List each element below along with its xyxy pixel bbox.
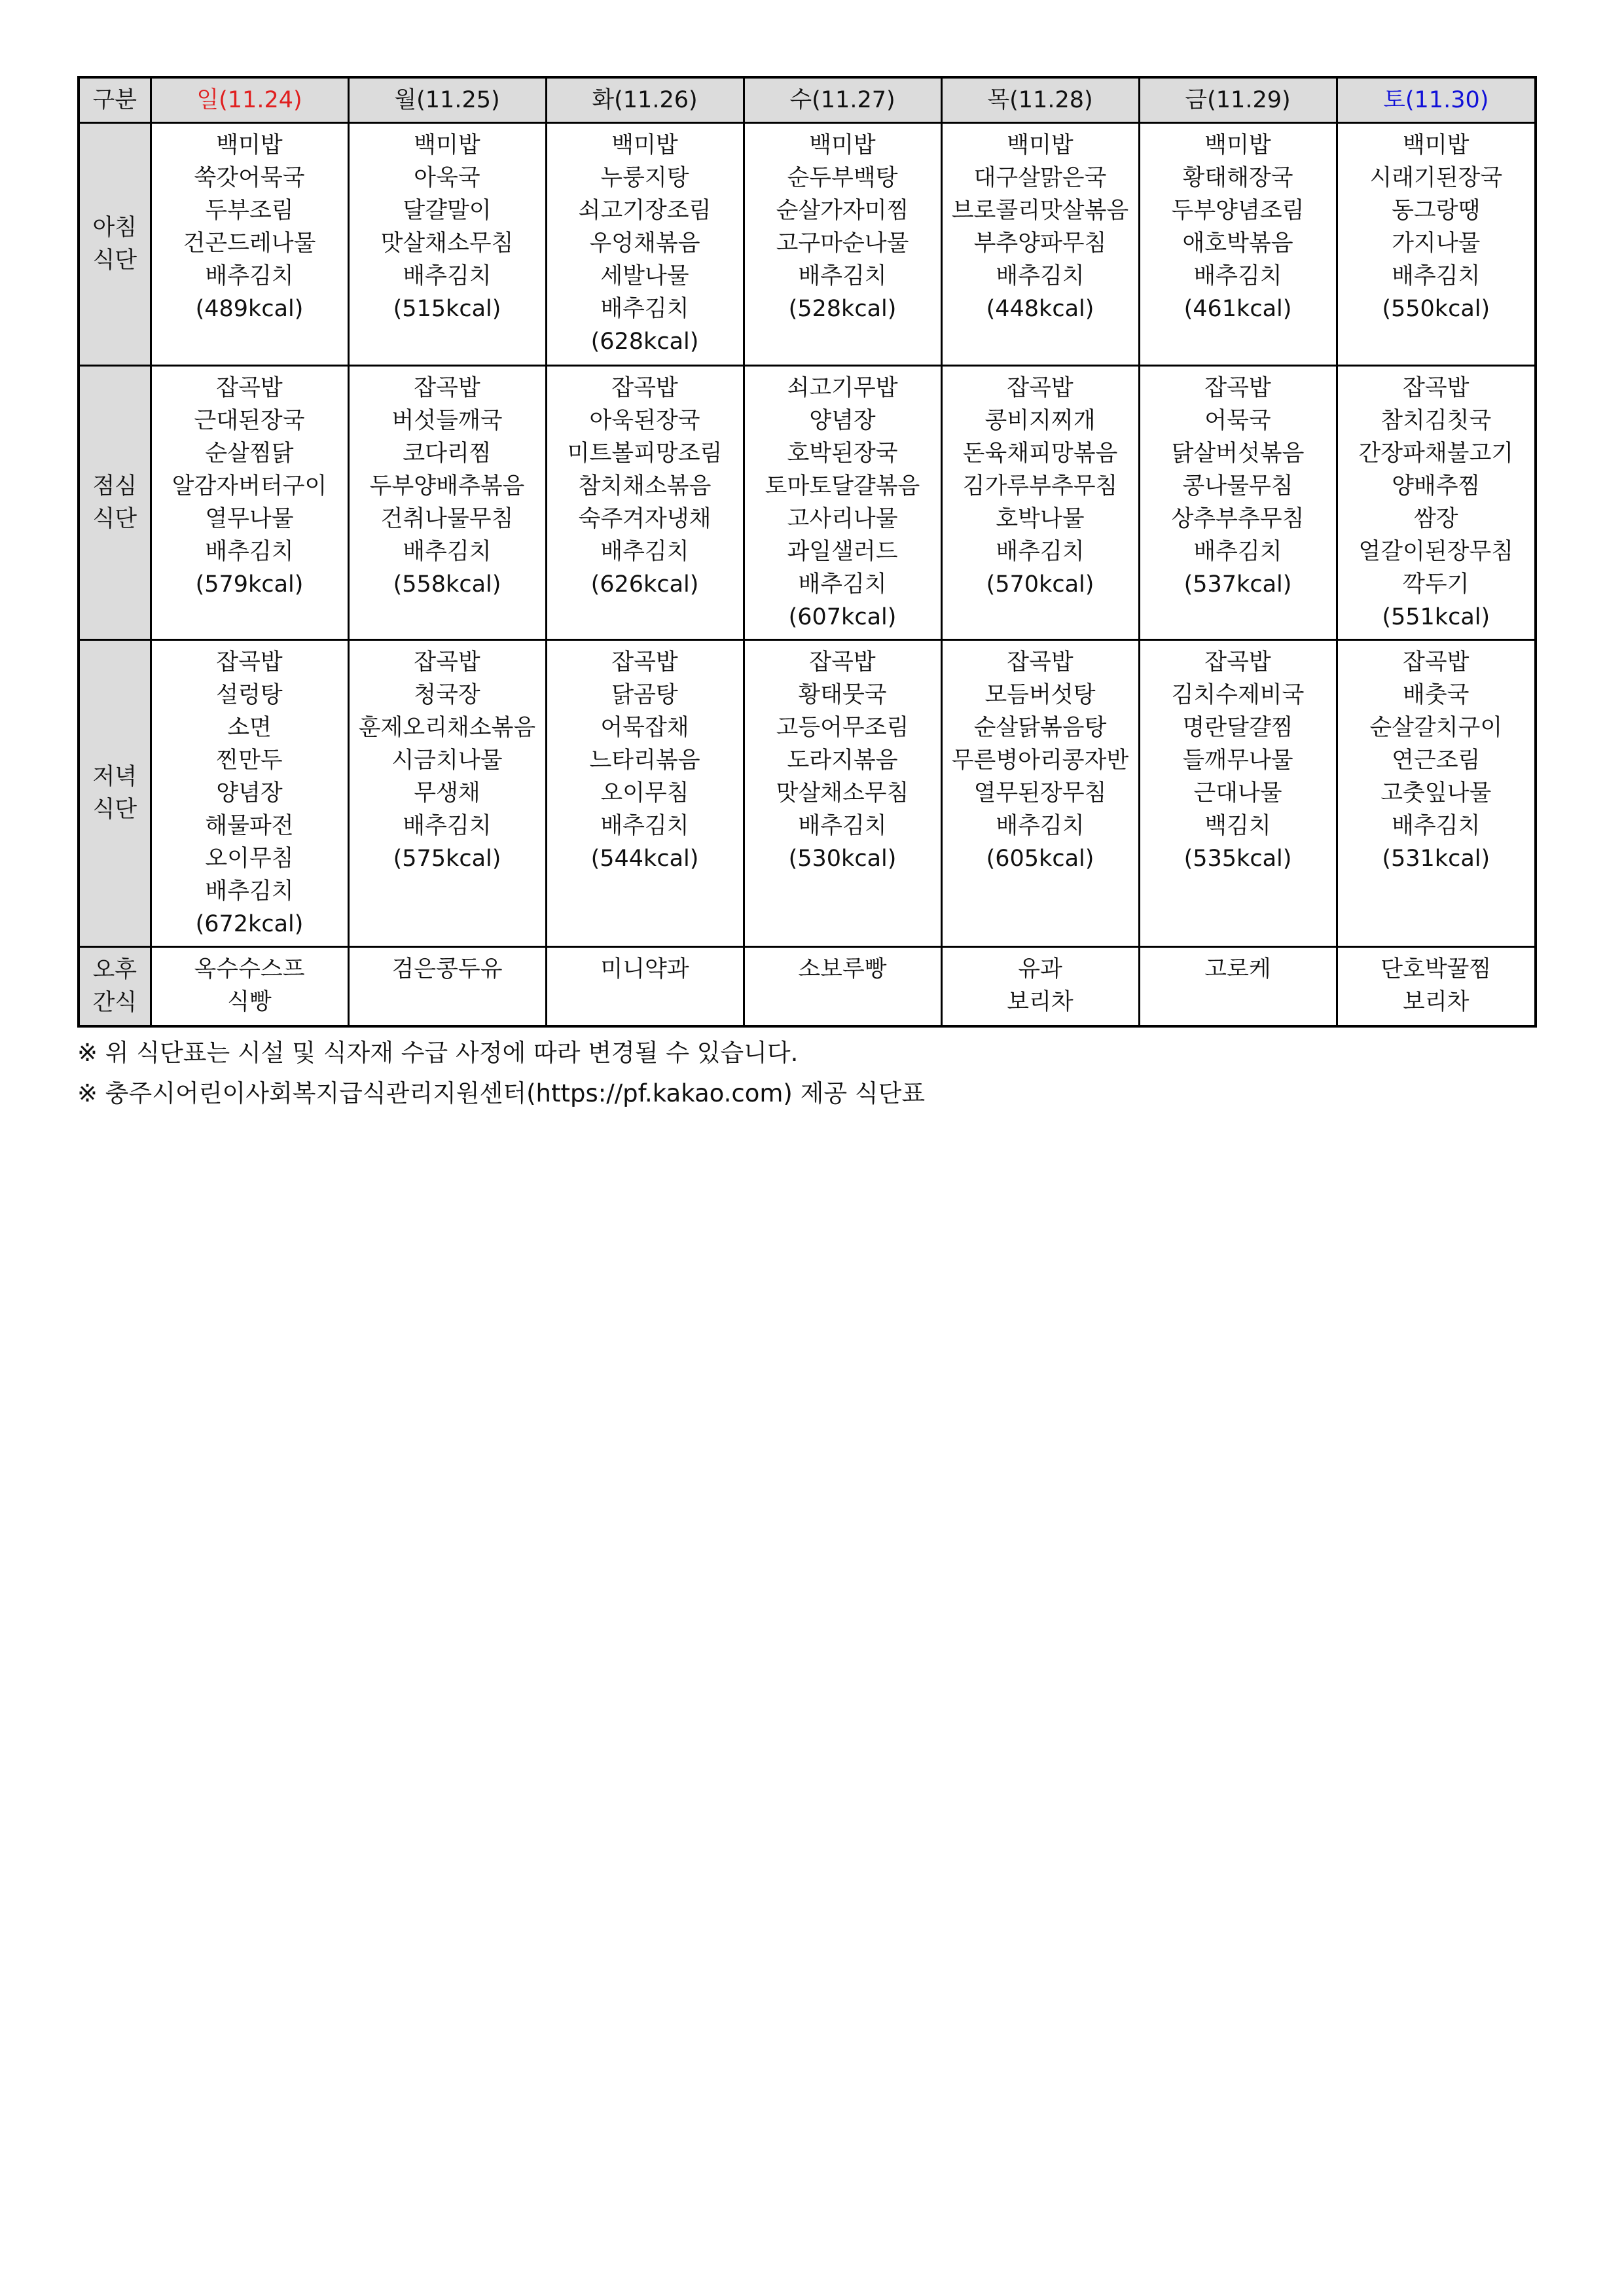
- menu-item: 얼갈이된장무침: [1358, 539, 1514, 565]
- menu-item: 소보루빵: [798, 956, 887, 982]
- menu-cell-dinner-wed: [744, 640, 941, 947]
- menu-item: 배추김치: [1392, 813, 1481, 839]
- menu-item: 배추김치: [798, 813, 887, 839]
- meal-row-snack: [79, 947, 1536, 1027]
- menu-item: 브로콜리맛살볶음: [951, 198, 1129, 224]
- menu-item: 어묵국: [1204, 408, 1271, 434]
- menu-item: 배추김치: [1193, 263, 1282, 289]
- day-header-mon: 월(11.25): [348, 77, 546, 123]
- menu-item: 아욱된장국: [589, 408, 700, 434]
- menu-cell-breakfast-mon: [348, 123, 546, 366]
- menu-item: 쑥갓어묵국: [194, 165, 305, 191]
- menu-item: (672kcal): [195, 911, 304, 937]
- menu-item: 잡곡밥: [809, 649, 876, 675]
- menu-item: 순살갈치구이: [1369, 715, 1503, 741]
- menu-item: 콩비지찌개: [984, 408, 1096, 434]
- day-header-sun: 일(11.24): [151, 77, 348, 123]
- menu-item: 쇠고기장조림: [578, 198, 712, 224]
- day-header-wed: 수(11.27): [744, 77, 941, 123]
- menu-cell-dinner-fri: [1139, 640, 1337, 947]
- menu-item: 배추김치: [996, 539, 1085, 565]
- menu-item: 대구살맑은국: [973, 165, 1107, 191]
- menu-item: 배춧국: [1403, 682, 1470, 708]
- menu-page: [77, 76, 1534, 1114]
- menu-item: 누룽지탕: [600, 165, 689, 191]
- menu-item: (551kcal): [1382, 604, 1490, 630]
- meal-label-line: 식단: [92, 797, 137, 823]
- day-header-thu: 목(11.28): [941, 77, 1139, 123]
- menu-item: (570kcal): [986, 571, 1094, 598]
- menu-item: 시래기된장국: [1369, 165, 1503, 191]
- menu-item: 쌈장: [1413, 506, 1458, 532]
- menu-cell-snack-sun: [151, 947, 348, 1027]
- menu-item: 참치김칫국: [1380, 408, 1492, 434]
- menu-item: 잡곡밥: [216, 375, 283, 401]
- menu-item: 백미밥: [1403, 132, 1470, 158]
- menu-item: 배추김치: [600, 296, 689, 322]
- menu-item: 황태해장국: [1182, 165, 1293, 191]
- menu-cell-snack-tue: [546, 947, 744, 1027]
- menu-item: 백미밥: [809, 132, 876, 158]
- menu-cell-lunch-tue: [546, 366, 744, 640]
- menu-item: 세발나물: [600, 263, 689, 289]
- menu-item: 맛살채소무침: [776, 780, 909, 806]
- menu-item: 무른병아리콩자반: [951, 747, 1129, 774]
- notes: [77, 1033, 1534, 1114]
- menu-item: 느타리볶음: [589, 747, 700, 774]
- weekly-menu-table: [77, 76, 1537, 1028]
- menu-item: 미니약과: [600, 956, 689, 982]
- menu-item: 백미밥: [414, 132, 480, 158]
- day-header-fri: 금(11.29): [1139, 77, 1337, 123]
- menu-item: 잡곡밥: [1007, 649, 1074, 675]
- menu-item: 버섯들깨국: [391, 408, 503, 434]
- menu-item: 잡곡밥: [1007, 375, 1074, 401]
- menu-item: 배추김치: [205, 263, 294, 289]
- menu-item: 근대된장국: [194, 408, 305, 434]
- menu-item: 백미밥: [216, 132, 283, 158]
- menu-item: (530kcal): [788, 846, 897, 872]
- menu-cell-breakfast-sat: [1337, 123, 1536, 366]
- menu-item: 잡곡밥: [1204, 649, 1271, 675]
- menu-item: 근대나물: [1193, 780, 1282, 806]
- menu-item: 미트볼피망조림: [567, 440, 723, 467]
- menu-item: 오이무침: [600, 780, 689, 806]
- menu-item: 단호박꿀찜: [1380, 956, 1492, 982]
- menu-cell-snack-wed: [744, 947, 941, 1027]
- menu-item: 보리차: [1403, 989, 1470, 1015]
- menu-item: 동그랑땡: [1392, 198, 1481, 224]
- menu-item: (579kcal): [195, 571, 304, 598]
- menu-item: 돈육채피망볶음: [962, 440, 1118, 467]
- menu-item: 두부양념조림: [1171, 198, 1305, 224]
- menu-item: 순살닭볶음탕: [973, 715, 1107, 741]
- menu-item: 토마토달걀볶음: [765, 473, 920, 499]
- menu-item: 잡곡밥: [1403, 375, 1470, 401]
- menu-cell-lunch-sun: [151, 366, 348, 640]
- menu-item: 참치채소볶음: [578, 473, 712, 499]
- menu-item: 맛살채소무침: [380, 230, 514, 257]
- menu-item: 양념장: [809, 408, 876, 434]
- note-source: ※ 충주시어린이사회복지급식관리지원센터(https://pf.kakao.com) 제공 식단표: [77, 1079, 926, 1107]
- menu-item: (448kcal): [986, 296, 1094, 322]
- menu-item: 모듬버섯탕: [984, 682, 1096, 708]
- menu-item: 배추김치: [403, 263, 492, 289]
- menu-cell-snack-fri: [1139, 947, 1337, 1027]
- menu-item: 간장파채불고기: [1358, 440, 1514, 467]
- menu-item: (515kcal): [393, 296, 501, 322]
- menu-item: (489kcal): [195, 296, 304, 322]
- menu-item: 순살찜닭: [205, 440, 294, 467]
- menu-item: 배추김치: [798, 571, 887, 598]
- menu-item: 고로케: [1204, 956, 1271, 982]
- note-change-notice: ※ 위 식단표는 시설 및 식자재 수급 사정에 따라 변경될 수 있습니다.: [77, 1039, 799, 1067]
- menu-item: 양배추찜: [1392, 473, 1481, 499]
- menu-item: 검은콩두유: [391, 956, 503, 982]
- menu-item: 아욱국: [414, 165, 480, 191]
- menu-item: 백미밥: [1204, 132, 1271, 158]
- menu-item: (461kcal): [1183, 296, 1292, 322]
- menu-item: 배추김치: [205, 878, 294, 905]
- menu-item: 가지나물: [1392, 230, 1481, 257]
- menu-cell-snack-sat: [1337, 947, 1536, 1027]
- category-header: 구분: [79, 77, 151, 123]
- menu-item: 김치수제비국: [1171, 682, 1305, 708]
- menu-cell-dinner-mon: [348, 640, 546, 947]
- menu-item: 열무나물: [205, 506, 294, 532]
- meal-label-line: 아침: [92, 215, 137, 241]
- menu-item: 배추김치: [1392, 263, 1481, 289]
- menu-cell-breakfast-wed: [744, 123, 941, 366]
- menu-item: 배추김치: [403, 539, 492, 565]
- menu-item: 유과: [1018, 956, 1062, 982]
- menu-item: 명란달걀찜: [1182, 715, 1293, 741]
- meal-label-line: 점심: [92, 473, 137, 499]
- menu-item: 콩나물무침: [1182, 473, 1293, 499]
- menu-item: 상추부추무침: [1171, 506, 1305, 532]
- menu-item: (535kcal): [1183, 846, 1292, 872]
- menu-item: 호박된장국: [787, 440, 898, 467]
- menu-cell-dinner-sun: [151, 640, 348, 947]
- menu-item: (626kcal): [590, 571, 699, 598]
- menu-item: 오이무침: [205, 846, 294, 872]
- menu-item: (544kcal): [590, 846, 699, 872]
- menu-item: 잡곡밥: [611, 375, 678, 401]
- menu-item: 달걀말이: [403, 198, 492, 224]
- menu-item: 백미밥: [611, 132, 678, 158]
- menu-item: (528kcal): [788, 296, 897, 322]
- menu-item: 배추김치: [205, 539, 294, 565]
- meal-label-snack: [79, 947, 151, 1027]
- menu-item: 고구마순나물: [776, 230, 909, 257]
- menu-item: 호박나물: [996, 506, 1085, 532]
- menu-cell-snack-thu: [941, 947, 1139, 1027]
- menu-item: 식빵: [227, 989, 272, 1015]
- day-header-sat: 토(11.30): [1337, 77, 1536, 123]
- menu-item: 잡곡밥: [216, 649, 283, 675]
- meal-row-lunch: [79, 366, 1536, 640]
- menu-cell-lunch-thu: [941, 366, 1139, 640]
- menu-item: 애호박볶음: [1182, 230, 1293, 257]
- menu-item: 코다리찜: [403, 440, 492, 467]
- menu-item: (628kcal): [590, 329, 699, 355]
- menu-cell-lunch-sat: [1337, 366, 1536, 640]
- header-row: [79, 77, 1536, 123]
- menu-cell-dinner-sat: [1337, 640, 1536, 947]
- menu-item: 깍두기: [1403, 571, 1470, 598]
- menu-item: 무생채: [414, 780, 480, 806]
- menu-item: 도라지볶음: [787, 747, 898, 774]
- menu-item: 잡곡밥: [1403, 649, 1470, 675]
- menu-item: 청국장: [414, 682, 480, 708]
- menu-item: 고사리나물: [787, 506, 898, 532]
- menu-item: 두부조림: [205, 198, 294, 224]
- menu-item: 건취나물무침: [380, 506, 514, 532]
- menu-item: 두부양배추볶음: [369, 473, 525, 499]
- menu-cell-lunch-wed: [744, 366, 941, 640]
- menu-cell-snack-mon: [348, 947, 546, 1027]
- menu-item: 해물파전: [205, 813, 294, 839]
- menu-cell-breakfast-tue: [546, 123, 744, 366]
- menu-item: 옥수수스프: [194, 956, 305, 982]
- meal-row-dinner: [79, 640, 1536, 947]
- menu-item: 황태뭇국: [798, 682, 887, 708]
- menu-item: (558kcal): [393, 571, 501, 598]
- menu-cell-dinner-tue: [546, 640, 744, 947]
- menu-item: 건곤드레나물: [183, 230, 316, 257]
- menu-item: 훈제오리채소볶음: [358, 715, 536, 741]
- menu-item: 들깨무나물: [1182, 747, 1293, 774]
- menu-item: 부추양파무침: [973, 230, 1107, 257]
- menu-item: 순살가자미찜: [776, 198, 909, 224]
- menu-item: 고등어무조림: [776, 715, 909, 741]
- menu-item: 배추김치: [1193, 539, 1282, 565]
- menu-item: 양념장: [216, 780, 283, 806]
- menu-item: 잡곡밥: [414, 375, 480, 401]
- menu-item: 설렁탕: [216, 682, 283, 708]
- meal-label-dinner: [79, 640, 151, 947]
- menu-item: 쇠고기무밥: [787, 375, 898, 401]
- menu-item: 김가루부추무침: [962, 473, 1118, 499]
- menu-item: 소면: [227, 715, 272, 741]
- menu-item: 배추김치: [798, 263, 887, 289]
- menu-cell-breakfast-thu: [941, 123, 1139, 366]
- menu-cell-lunch-mon: [348, 366, 546, 640]
- menu-item: (537kcal): [1183, 571, 1292, 598]
- menu-cell-lunch-fri: [1139, 366, 1337, 640]
- meal-label-line: 저녁: [92, 764, 137, 790]
- menu-item: (607kcal): [788, 604, 897, 630]
- menu-item: 배추김치: [996, 263, 1085, 289]
- meal-label-line: 오후: [92, 957, 137, 983]
- meal-row-breakfast: [79, 123, 1536, 366]
- menu-item: 숙주겨자냉채: [578, 506, 712, 532]
- menu-cell-dinner-thu: [941, 640, 1139, 947]
- menu-item: 우엉채볶음: [589, 230, 700, 257]
- menu-item: (531kcal): [1382, 846, 1490, 872]
- menu-cell-breakfast-fri: [1139, 123, 1337, 366]
- menu-item: 찐만두: [216, 747, 283, 774]
- menu-item: 고춧잎나물: [1380, 780, 1492, 806]
- menu-cell-breakfast-sun: [151, 123, 348, 366]
- day-header-tue: 화(11.26): [546, 77, 744, 123]
- meal-label-lunch: [79, 366, 151, 640]
- menu-item: 백김치: [1204, 813, 1271, 839]
- menu-item: (605kcal): [986, 846, 1094, 872]
- menu-item: 배추김치: [403, 813, 492, 839]
- menu-item: 시금치나물: [391, 747, 503, 774]
- menu-item: (550kcal): [1382, 296, 1490, 322]
- menu-item: 알감자버터구이: [171, 473, 327, 499]
- meal-label-breakfast: [79, 123, 151, 366]
- menu-item: 닭곰탕: [611, 682, 678, 708]
- menu-item: 과일샐러드: [787, 539, 898, 565]
- menu-item: 닭살버섯볶음: [1171, 440, 1305, 467]
- menu-item: (575kcal): [393, 846, 501, 872]
- menu-item: 배추김치: [600, 539, 689, 565]
- menu-item: 잡곡밥: [414, 649, 480, 675]
- meal-label-line: 식단: [92, 506, 137, 532]
- menu-item: 배추김치: [996, 813, 1085, 839]
- meal-label-line: 간식: [92, 990, 137, 1016]
- menu-item: 어묵잡채: [600, 715, 689, 741]
- menu-item: 잡곡밥: [611, 649, 678, 675]
- menu-item: 열무된장무침: [973, 780, 1107, 806]
- menu-item: 배추김치: [600, 813, 689, 839]
- menu-item: 백미밥: [1007, 132, 1074, 158]
- meal-label-line: 식단: [92, 247, 137, 274]
- menu-item: 순두부백탕: [787, 165, 898, 191]
- menu-item: 보리차: [1007, 989, 1074, 1015]
- menu-item: 잡곡밥: [1204, 375, 1271, 401]
- menu-item: 연근조림: [1392, 747, 1481, 774]
